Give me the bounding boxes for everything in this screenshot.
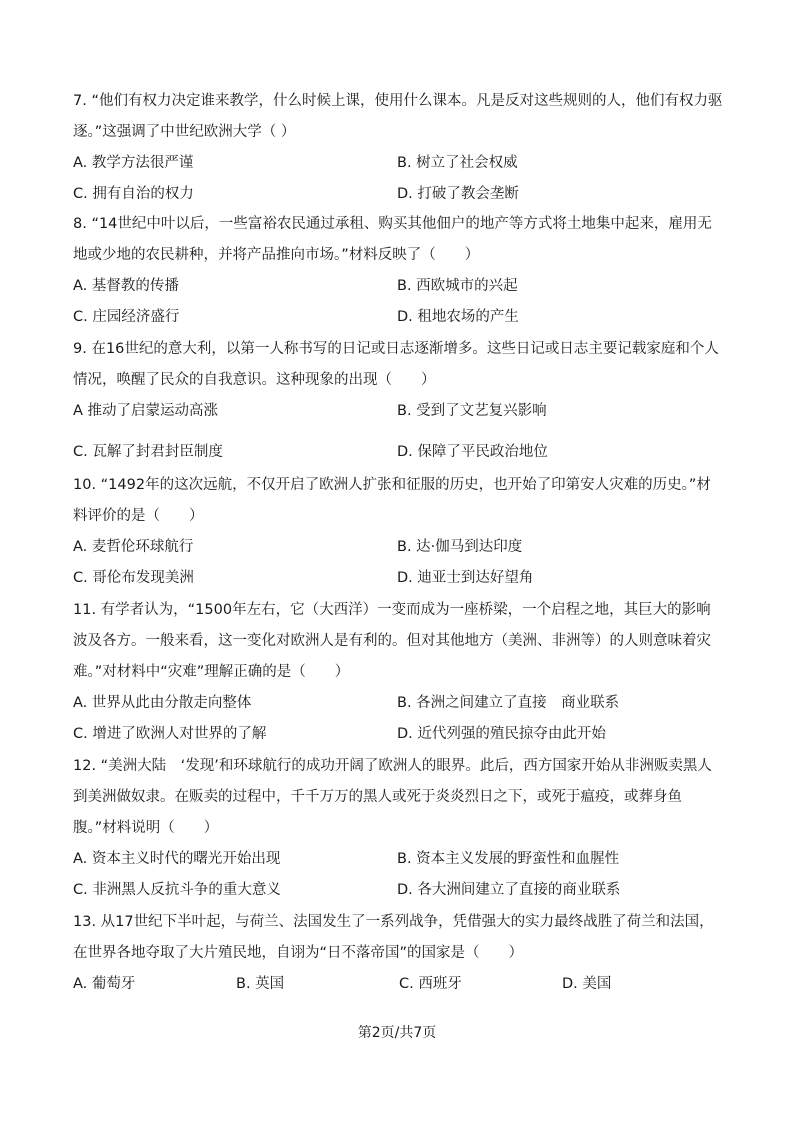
option-c: C. 非洲黑人反抗斗争的重大意义	[73, 882, 281, 898]
question-stem: 12. “美洲大陆 ‘发现’和环球航行的成功开阔了欧洲人的眼界。此后，西方国家开始从非洲贩卖黑人到美洲做奴隶。在贩卖的过程中，千千万万的黑人或死于炎炎烈日之下，或死于瘟疫，或葬身鱼腹。”材料说明（ ）	[73, 758, 712, 836]
option-list	[73, 688, 725, 750]
option-list	[73, 532, 725, 594]
option-d: D. 迪亚士到达好望角	[397, 570, 534, 586]
page-number: 第2页/共7页	[357, 1025, 437, 1041]
option-a: A. 世界从此由分散走向整体	[73, 695, 252, 711]
option-d: D. 美国	[562, 976, 612, 992]
option-b: B. 各洲之间建立了直接 商业联系	[397, 695, 620, 711]
question-8	[73, 209, 725, 333]
option-d: D. 近代列强的殖民掠夺由此开始	[397, 726, 606, 742]
option-a: A. 资本主义时代的曙光开始出现	[73, 851, 281, 867]
question-11	[73, 595, 725, 750]
option-a: A. 麦哲伦环球航行	[73, 539, 194, 555]
option-d: D. 打破了教会垄断	[397, 186, 519, 202]
option-d: D. 租地农场的产生	[397, 309, 519, 325]
question-stem: 13. 从17世纪下半叶起，与荷兰、法国发生了一系列战争，凭借强大的实力最终战胜了荷兰和法国，在世界各地夺取了大片殖民地，自诩为“日不落帝国”的国家是（ ）	[73, 914, 714, 961]
question-7	[73, 86, 725, 210]
option-b: B. 达·伽马到达印度	[397, 539, 523, 555]
option-a: A. 教学方法很严谨	[73, 155, 194, 171]
question-stem: 10. “1492年的这次远航，不仅开启了欧洲人扩张和征服的历史，也开始了印第安人灾难的历史。”材料评价的是（ ）	[73, 477, 711, 524]
question-stem: 8. “14世纪中叶以后，一些富裕农民通过承租、购买其他佃户的地产等方式将土地集中起来，雇用无地或少地的农民耕种，并将产品推向市场。”材料反映了（ ）	[73, 216, 712, 263]
option-b: B. 西欧城市的兴起	[397, 278, 518, 294]
option-b: B. 受到了文艺复兴影响	[397, 403, 547, 419]
option-c: C. 西班牙	[399, 976, 462, 992]
option-c: C. 哥伦布发现美洲	[73, 570, 194, 586]
option-list	[73, 844, 725, 906]
question-stem: 11. 有学者认为，“1500年左右，它（大西洋）一变而成为一座桥梁，一个启程之地，其巨大的影响波及各方。一般来看，这一变化对欧洲人是有利的。但对其他地方（美洲、非洲等）的人则意味着灾难。”对材料中“灾难”理解正确的是（ ）	[73, 602, 711, 680]
option-d: D. 保障了平民政治地位	[397, 444, 548, 460]
option-b: B. 英国	[236, 976, 285, 992]
option-list	[73, 396, 725, 468]
option-c: C. 瓦解了封君封臣制度	[73, 444, 223, 460]
question-stem: 7. “他们有权力决定谁来教学，什么时候上课，使用什么课本。凡是反对这些规则的人，他们有权力驱逐。”这强调了中世纪欧洲大学（ ）	[73, 93, 723, 140]
option-a: A. 基督教的传播	[73, 278, 179, 294]
option-b: B. 资本主义发展的野蛮性和血腥性	[397, 851, 620, 867]
option-c: C. 拥有自治的权力	[73, 186, 194, 202]
option-d: D. 各大洲间建立了直接的商业联系	[397, 882, 621, 898]
option-list	[73, 148, 725, 210]
question-stem: 9. 在16世纪的意大利，以第一人称书写的日记或日志逐渐增多。这些日记或日志主要记载家庭和个人情况，唤醒了民众的自我意识。这种现象的出现（ ）	[73, 341, 719, 388]
option-a: A 推动了启蒙运动高涨	[73, 403, 219, 419]
question-9	[73, 334, 725, 468]
option-a: A. 葡萄牙	[73, 976, 136, 992]
question-12	[73, 751, 725, 906]
option-list	[73, 271, 725, 333]
question-10	[73, 470, 725, 594]
option-c: C. 增进了欧洲人对世界的了解	[73, 726, 267, 742]
option-c: C. 庄园经济盛行	[73, 309, 180, 325]
question-13	[73, 907, 725, 1000]
option-b: B. 树立了社会权威	[397, 155, 518, 171]
option-list	[73, 969, 725, 1000]
